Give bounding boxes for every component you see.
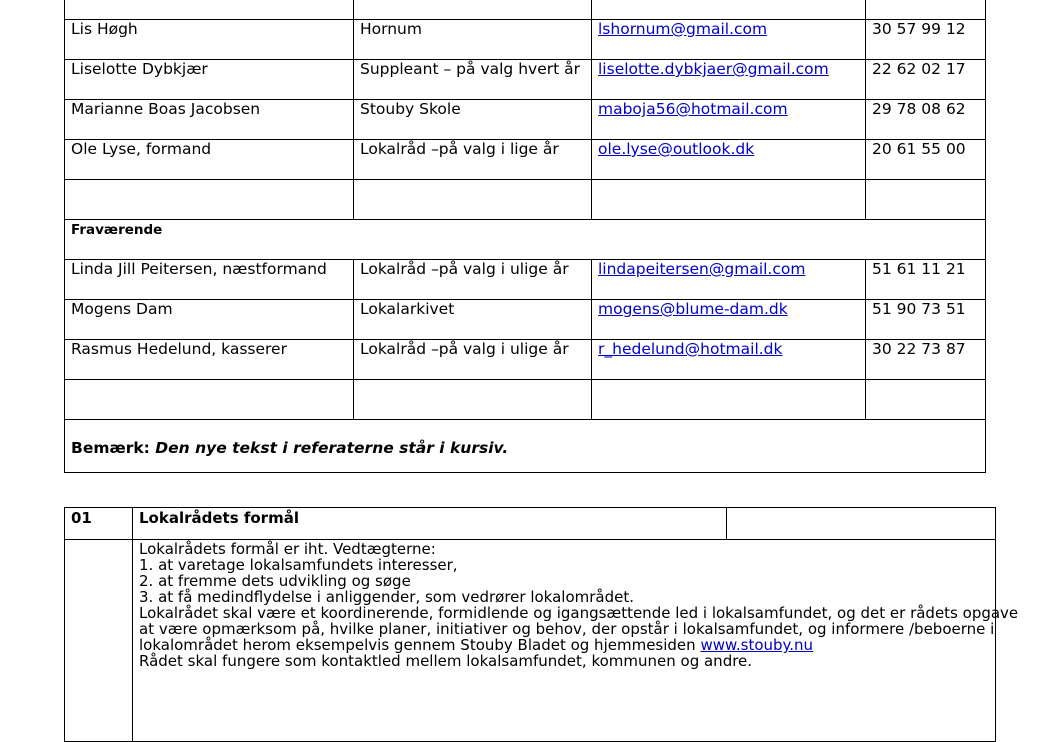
member-email-cell — [592, 60, 866, 100]
member-name-cell: Mogens Dam — [65, 300, 354, 340]
member-email-link[interactable]: liselotte.dybkjaer@gmail.com — [598, 60, 829, 78]
purpose-line: 2. at fremme dets udvikling og søge — [139, 572, 411, 590]
absent-members-body — [65, 260, 986, 420]
member-name-cell — [65, 180, 354, 220]
section-header-empty-cell — [727, 508, 996, 540]
member-row — [65, 140, 986, 180]
member-email-cell — [592, 180, 866, 220]
member-name-cell: Rasmus Hedelund, kasserer — [65, 340, 354, 380]
section-title: Lokalrådets formål — [133, 508, 727, 540]
purpose-line: at være opmærksom på, hvilke planer, initiativer og behov, der opstår i lokalsamfundet, og informere /beboerne i — [139, 620, 995, 638]
member-row — [65, 380, 986, 420]
purpose-line: 1. at varetage lokalsamfundets interesser, — [139, 556, 458, 574]
member-phone-cell — [866, 0, 986, 20]
member-name-cell: Linda Jill Peitersen, næstformand — [65, 260, 354, 300]
member-email-link[interactable]: ole.lyse@outlook.dk — [598, 140, 755, 158]
member-row — [65, 300, 986, 340]
section-number: 01 — [65, 508, 133, 540]
member-row — [65, 0, 986, 20]
member-phone-cell: 30 57 99 12 — [866, 20, 986, 60]
member-row — [65, 20, 986, 60]
purpose-header-row — [65, 508, 996, 540]
member-name-cell — [65, 0, 354, 20]
member-email-cell — [592, 140, 866, 180]
member-email-link[interactable]: mogens@blume-dam.dk — [598, 300, 788, 318]
member-phone-cell — [866, 380, 986, 420]
member-email-cell — [592, 100, 866, 140]
member-phone-cell: 51 61 11 21 — [866, 260, 986, 300]
purpose-line: Rådet skal fungere som kontaktled mellem lokalsamfundet, kommunen og andre. — [139, 652, 753, 670]
member-row — [65, 260, 986, 300]
member-email-link[interactable]: r_hedelund@hotmail.dk — [598, 340, 783, 358]
member-email-cell — [592, 260, 866, 300]
note-row — [65, 420, 986, 473]
purpose-body-row — [65, 540, 996, 742]
purpose-line-text: lokalområdet herom eksempelvis gennem Stouby Bladet og hjemmesiden — [139, 636, 701, 654]
purpose-line: Lokalrådets formål er iht. Vedtægterne: — [139, 540, 436, 558]
member-name-cell: Lis Høgh — [65, 20, 354, 60]
stouby-website-link[interactable]: www.stouby.nu — [700, 636, 814, 654]
member-role-cell — [354, 380, 592, 420]
members-table — [64, 0, 986, 473]
member-email-link[interactable]: lindapeitersen@gmail.com — [598, 260, 806, 278]
member-email-cell — [592, 20, 866, 60]
absent-header-row — [65, 220, 986, 260]
absent-label: Fraværende — [65, 220, 986, 260]
member-row — [65, 340, 986, 380]
member-row — [65, 180, 986, 220]
member-name-cell: Ole Lyse, formand — [65, 140, 354, 180]
purpose-body — [133, 540, 1019, 742]
member-phone-cell: 20 61 55 00 — [866, 140, 986, 180]
member-role-cell: Lokalråd –på valg i ulige år — [354, 340, 592, 380]
member-email-cell — [592, 0, 866, 20]
member-role-cell: Hornum — [354, 20, 592, 60]
member-phone-cell: 51 90 73 51 — [866, 300, 986, 340]
member-name-cell — [65, 380, 354, 420]
purpose-line — [139, 637, 989, 653]
member-name-cell: Liselotte Dybkjær — [65, 60, 354, 100]
member-role-cell — [354, 0, 592, 20]
member-role-cell: Lokalråd –på valg i lige år — [354, 140, 592, 180]
note-cell — [65, 420, 986, 473]
member-email-link[interactable]: lshornum@gmail.com — [598, 20, 768, 38]
purpose-number-cell — [65, 540, 133, 742]
purpose-line: 3. at få medindflydelse i anliggender, som vedrører lokalområdet. — [139, 588, 634, 606]
member-role-cell: Suppleant – på valg hvert år — [354, 60, 592, 100]
member-role-cell: Lokalråd –på valg i ulige år — [354, 260, 592, 300]
purpose-line: Lokalrådet skal være et koordinerende, formidlende og igangsættende led i lokalsamfundet, og det er rådets opgave — [139, 604, 1019, 622]
purpose-table — [64, 507, 1019, 742]
member-phone-cell — [866, 180, 986, 220]
member-row — [65, 60, 986, 100]
member-email-cell — [592, 340, 866, 380]
member-role-cell — [354, 180, 592, 220]
member-row — [65, 100, 986, 140]
member-name-cell: Marianne Boas Jacobsen — [65, 100, 354, 140]
member-phone-cell: 22 62 02 17 — [866, 60, 986, 100]
member-email-link[interactable]: maboja56@hotmail.com — [598, 100, 788, 118]
note-text: Den nye tekst i referaterne står i kursiv. — [155, 439, 509, 457]
member-email-cell — [592, 380, 866, 420]
member-role-cell: Lokalarkivet — [354, 300, 592, 340]
note-label: Bemærk: — [71, 439, 150, 457]
member-phone-cell: 30 22 73 87 — [866, 340, 986, 380]
present-members-body — [65, 0, 986, 220]
member-phone-cell: 29 78 08 62 — [866, 100, 986, 140]
member-email-cell — [592, 300, 866, 340]
member-role-cell: Stouby Skole — [354, 100, 592, 140]
